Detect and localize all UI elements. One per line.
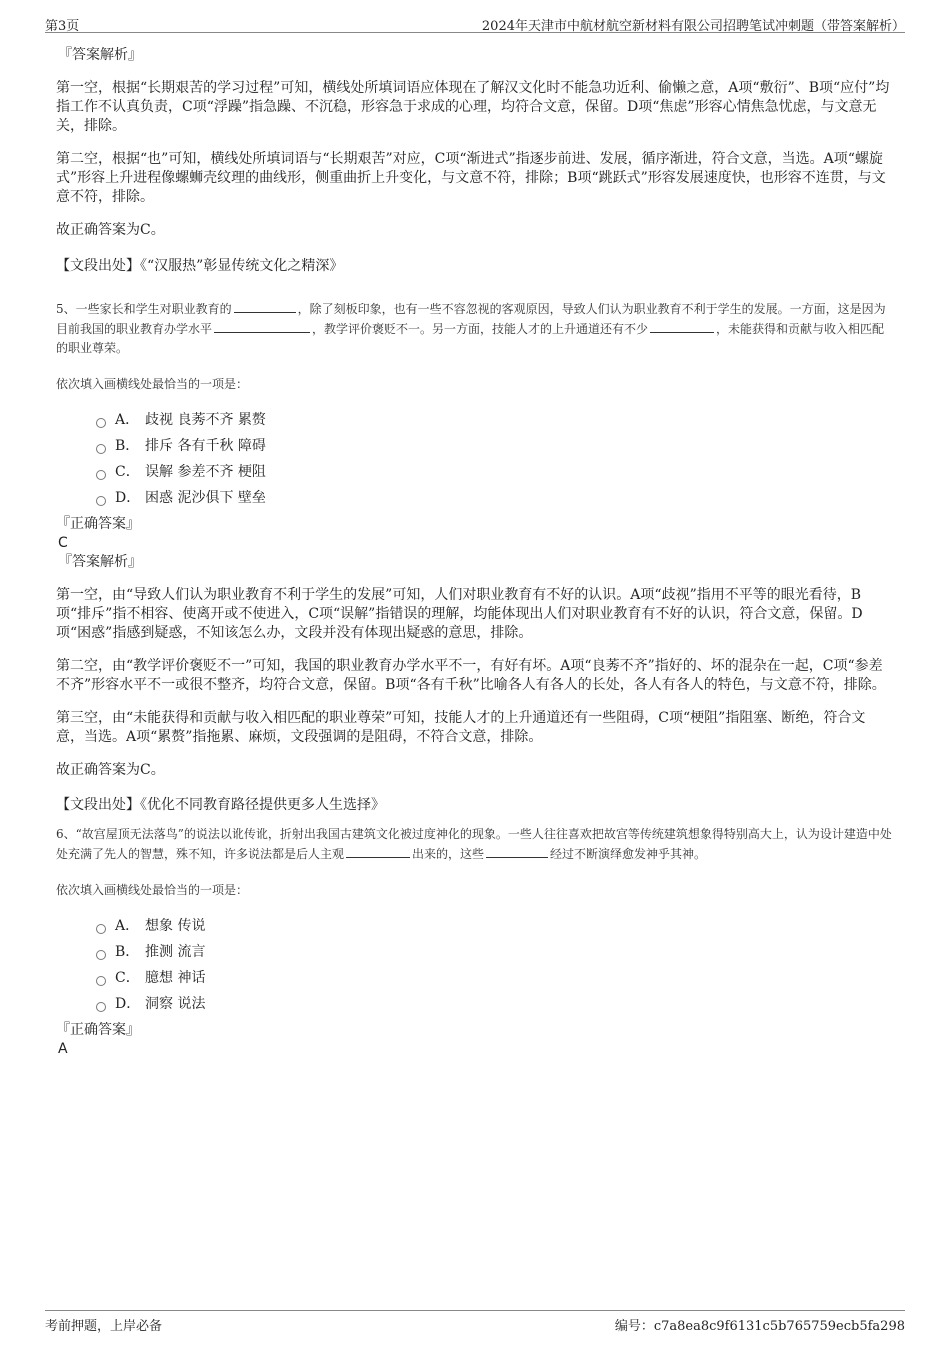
option-a[interactable]: A． 歧视 良莠不齐 累赘 [96,407,892,433]
radio-icon[interactable] [96,470,106,480]
fill-blank [346,844,410,858]
analysis-label: 『答案解析』 [58,554,142,570]
correct-answer-value: A [58,1041,68,1057]
question-text: 5、一些家长和学生对职业教育的 [56,302,232,316]
question-prompt: 依次填入画横线处最恰当的一项是： [56,883,249,897]
option-list [96,407,892,511]
radio-icon[interactable] [96,924,106,934]
fill-blank [214,319,310,333]
document-id: 编号：c7a8ea8c9f6131c5b765759ecb5fa298 [614,1319,905,1334]
fill-blank [234,299,296,313]
option-d[interactable]: D． 困惑 泥沙俱下 壁垒 [96,485,892,511]
analysis-paragraph: 第三空，由“未能获得和贡献与收入相匹配的职业尊荣”可知，技能人才的上升通道还有一些阻碍，C项“梗阻”指阻塞、断绝，符合文意，当选。A项“累赘”指拖累、麻烦，文段强调的是阻碍，不符合文意，排除。 [56,710,866,745]
question-text: 6、“故宫屋顶无法落鸟”的说法以讹传讹，折射出我国古建筑文化被过度神化的现象。一些人往往喜欢把故宫等传统建筑想象得特别高大上，认为设计建造中处处充满了先人的智慧，殊不知，许多说法都是后人主观 [56,827,892,861]
radio-icon[interactable] [96,976,106,986]
page-number: 第3页 [45,19,80,34]
conclusion: 故正确答案为C。 [56,762,165,778]
question-text: 经过不断演绎愈发神乎其神。 [550,847,707,861]
question-prompt: 依次填入画横线处最恰当的一项是： [56,377,249,391]
option-c[interactable]: C． 误解 参差不齐 梗阻 [96,459,892,485]
analysis-paragraph: 第一空，由“导致人们认为职业教育不利于学生的发展”可知，人们对职业教育有不好的认识。A项“歧视”指用不平等的眼光看待，B项“排斥”指不相容、使离开或不使进入，C项“误解”指错误的理解，均能体现出人们对职业教育有不好的认识，符合文意，保留。D项“困惑”指感到疑惑，不知该怎么办，文段并没有体现出疑惑的意思，排除。 [56,587,863,641]
option-list [96,913,892,1017]
document-title: 2024年天津市中航材航空新材料有限公司招聘笔试冲刺题（带答案解析） [481,19,905,34]
analysis-label: 『答案解析』 [58,47,142,63]
option-c[interactable]: C． 臆想 神话 [96,965,892,991]
source-citation: 【文段出处】《优化不同教育路径提供更多人生选择》 [56,797,385,813]
radio-icon[interactable] [96,950,106,960]
fill-blank [486,844,548,858]
page-content [56,46,892,1059]
radio-icon[interactable] [96,444,106,454]
conclusion: 故正确答案为C。 [56,222,165,238]
radio-icon[interactable] [96,418,106,428]
correct-answer-value: C [58,535,68,551]
analysis-paragraph: 第二空，根据“也”可知，横线处所填词语与“长期艰苦”对应，C项“渐进式”指逐步前进、发展，循序渐进，符合文意，当选。A项“螺旋式”形容上升进程像螺蛳壳纹理的曲线形，侧重曲折上升变化，与文意不符，排除；B项“跳跃式”形容发展速度快，也形容不连贯，与文意不符，排除。 [56,151,886,205]
option-d[interactable]: D． 洞察 说法 [96,991,892,1017]
correct-answer-label: 『正确答案』 [56,516,140,532]
correct-answer-label: 『正确答案』 [56,1022,140,1038]
question-text: ，除了刻板印象，也有一些不容忽视的客观原因，导致人们认为职业教育不利于学生的发展。一方面，这是因为目前我国的职业教育办学水平 [56,302,886,336]
question-stem [56,825,892,864]
question-stem [56,299,892,358]
option-b[interactable]: B． 排斥 各有千秋 障碍 [96,433,892,459]
question-text: ，教学评价褒贬不一。另一方面，技能人才的上升通道还有不少 [312,322,649,336]
page-footer [45,1310,905,1334]
footer-slogan: 考前押题，上岸必备 [45,1319,163,1334]
analysis-paragraph: 第一空，根据“长期艰苦的学习过程”可知，横线处所填词语应体现在了解汉文化时不能急功近利、偷懒之意，A项“敷衍”、B项“应付”均指工作不认真负责，C项“浮躁”指急躁、不沉稳，形容急于求成的心理，均符合文意，保留。D项“焦虑”形容心情焦急忧虑，与文意无关，排除。 [56,80,890,134]
source-citation: 【文段出处】《“汉服热”彰显传统文化之精深》 [56,258,344,274]
option-a[interactable]: A． 想象 传说 [96,913,892,939]
question-text: 出来的，这些 [412,847,485,861]
analysis-paragraph: 第二空，由“教学评价褒贬不一”可知，我国的职业教育办学水平不一，有好有坏。A项“良莠不齐”指好的、坏的混杂在一起，C项“参差不齐”形容水平不一或很不整齐，均符合文意，保留。B项“各有千秋”比喻各人有各人的长处，各人有各人的特色，与文意不符，排除。 [56,658,886,693]
radio-icon[interactable] [96,496,106,506]
question-text: ，未能获得和贡献与收入相匹配的职业尊荣。 [56,322,885,355]
fill-blank [650,319,714,333]
page-header [45,10,905,33]
radio-icon[interactable] [96,1002,106,1012]
option-b[interactable]: B． 推测 流言 [96,939,892,965]
